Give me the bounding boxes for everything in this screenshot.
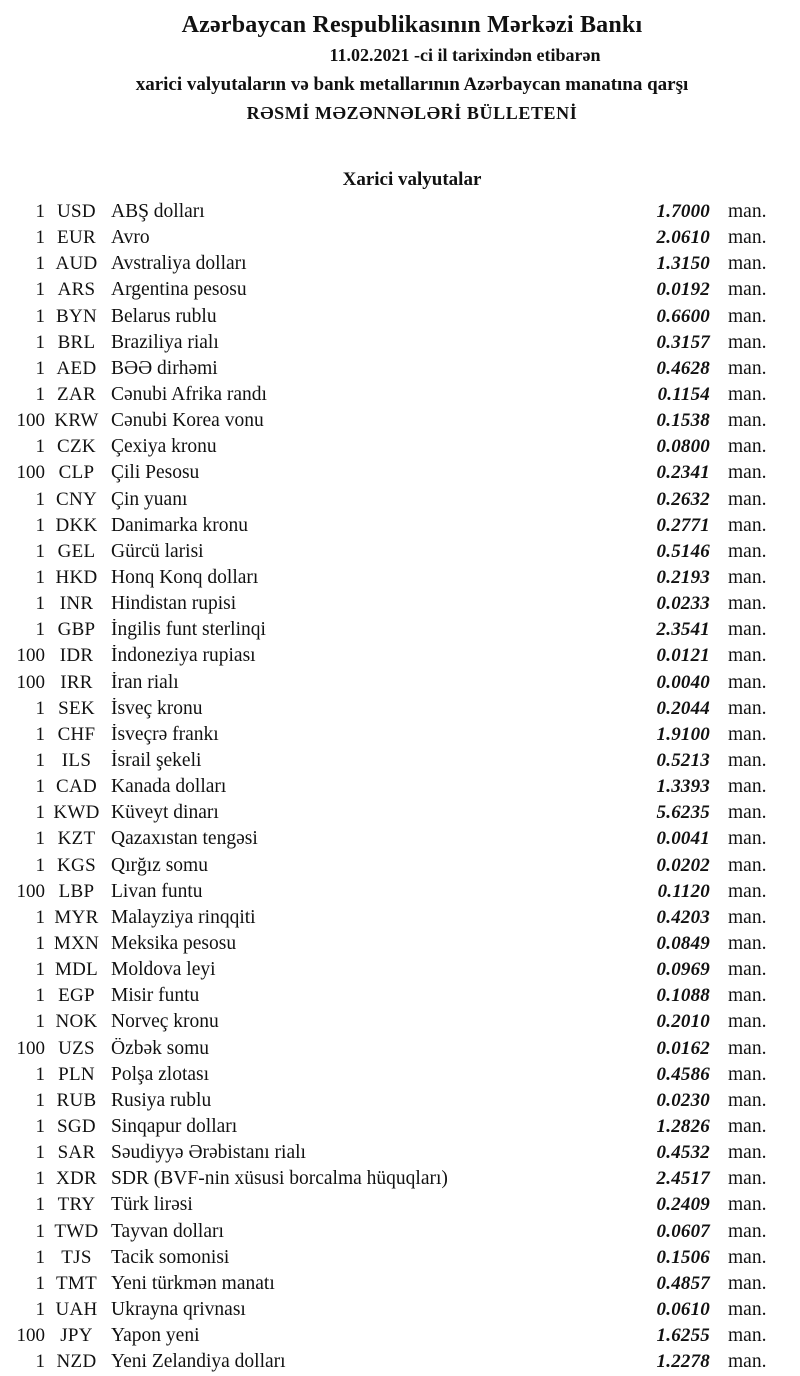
- rate-value: 0.1154: [657, 384, 710, 406]
- rates-table: [0, 199, 800, 1375]
- currency-name: Honq Konq dolları: [111, 567, 259, 589]
- rate-value: 0.4532: [656, 1142, 710, 1164]
- currency-code: TRY: [57, 1194, 96, 1216]
- rate-value: 0.2193: [656, 567, 710, 589]
- rate-row: [0, 748, 800, 774]
- rate-row: [0, 434, 800, 460]
- unit-label: man.: [728, 906, 767, 928]
- unit-label: man.: [728, 959, 767, 981]
- rate-value: 0.2044: [656, 697, 710, 719]
- currency-name: İngilis funt sterlinqi: [111, 619, 266, 641]
- unit-label: man.: [728, 410, 767, 432]
- currency-code: GBP: [57, 619, 96, 641]
- rate-value: 0.0233: [656, 593, 710, 615]
- rate-row: [0, 905, 800, 931]
- rate-value: 0.0192: [656, 279, 710, 301]
- unit-label: man.: [728, 880, 767, 902]
- currency-quantity: 1: [35, 697, 45, 719]
- currency-name: ABŞ dolları: [111, 201, 205, 223]
- currency-code: EUR: [57, 227, 96, 249]
- section-title-foreign-currencies: Xarici valyutalar: [342, 169, 482, 190]
- rate-row: [0, 277, 800, 303]
- currency-name: Yeni Zelandiya dolları: [111, 1351, 286, 1373]
- currency-quantity: 1: [35, 1194, 45, 1216]
- rate-value: 0.0121: [656, 645, 710, 667]
- rate-row: [0, 1271, 800, 1297]
- rate-row: [0, 382, 800, 408]
- currency-code: AUD: [55, 253, 98, 275]
- unit-label: man.: [728, 1115, 767, 1137]
- rate-value: 0.1088: [656, 985, 710, 1007]
- unit-label: man.: [728, 933, 767, 954]
- currency-code: LBP: [58, 880, 95, 902]
- unit-label: man.: [728, 1325, 767, 1347]
- unit-label: man.: [728, 750, 767, 772]
- currency-quantity: 1: [35, 854, 45, 876]
- rate-value: 0.6600: [656, 305, 710, 327]
- unit-label: man.: [728, 985, 767, 1007]
- unit-label: man.: [728, 1298, 767, 1320]
- rate-value: 2.3541: [656, 619, 710, 641]
- currency-quantity: 1: [35, 1011, 45, 1033]
- unit-label: man.: [728, 697, 767, 719]
- currency-name: Səudiyyə Ərəbistanı rialı: [111, 1142, 306, 1164]
- currency-name: İndoneziya rupiası: [111, 645, 256, 667]
- unit-label: man.: [728, 1168, 767, 1190]
- rate-row: [0, 1349, 800, 1375]
- currency-name: Norveç kronu: [111, 1011, 219, 1033]
- unit-label: man.: [728, 1142, 767, 1164]
- currency-name: Qazaxıstan tengəsi: [111, 828, 258, 850]
- rate-row: [0, 1297, 800, 1323]
- currency-quantity: 1: [35, 305, 45, 327]
- unit-label: man.: [728, 1220, 767, 1242]
- rate-value: 0.0607: [656, 1220, 710, 1242]
- currency-name: Çin yuanı: [111, 488, 188, 510]
- currency-quantity: 100: [16, 645, 45, 667]
- currency-name: Özbək somu: [111, 1037, 210, 1059]
- currency-quantity: 1: [35, 1272, 45, 1294]
- currency-name: Küveyt dinarı: [111, 802, 219, 824]
- currency-code: RUB: [56, 1089, 97, 1111]
- unit-label: man.: [728, 567, 767, 589]
- rate-value: 0.0040: [656, 671, 710, 693]
- rate-row: [0, 696, 800, 722]
- rate-value: 1.3393: [656, 776, 710, 798]
- rate-value: 1.2278: [656, 1351, 710, 1373]
- rate-row: [0, 199, 800, 225]
- currency-code: MXN: [53, 933, 100, 954]
- currency-quantity: 1: [35, 1063, 45, 1085]
- currency-quantity: 1: [35, 906, 45, 928]
- currency-quantity: 1: [35, 723, 45, 745]
- currency-name: Cənubi Afrika randı: [111, 384, 267, 406]
- currency-quantity: 1: [35, 1115, 45, 1137]
- currency-quantity: 1: [35, 776, 45, 798]
- rate-row: [0, 565, 800, 591]
- currency-quantity: 1: [35, 201, 45, 223]
- currency-name: Çexiya kronu: [111, 436, 217, 458]
- currency-code: KWD: [53, 802, 100, 824]
- rate-value: 0.0162: [656, 1037, 710, 1059]
- rate-row: [0, 670, 800, 696]
- rate-value: 0.5213: [656, 750, 710, 772]
- currency-name: Polşa zlotası: [111, 1063, 210, 1085]
- rate-value: 0.2010: [656, 1011, 710, 1033]
- scope-line: xarici valyutaların və bank metallarının Azərbaycan manatına qarşı: [135, 74, 689, 95]
- currency-code: EGP: [58, 985, 95, 1007]
- currency-name: Misir funtu: [111, 985, 200, 1007]
- rate-value: 1.9100: [656, 723, 710, 745]
- currency-code: PLN: [58, 1063, 95, 1085]
- currency-code: GEL: [57, 540, 96, 562]
- currency-code: MDL: [54, 959, 99, 981]
- currency-code: TMT: [55, 1272, 97, 1294]
- currency-code: ARS: [57, 279, 96, 301]
- currency-name: Belarus rublu: [111, 305, 217, 327]
- unit-label: man.: [728, 1089, 767, 1111]
- rate-row: [0, 539, 800, 565]
- rate-row: [0, 722, 800, 748]
- rate-row: [0, 1062, 800, 1088]
- currency-name: Tacik somonisi: [111, 1246, 230, 1268]
- currency-name: SDR (BVF-nin xüsusi borcalma hüquqları): [111, 1168, 448, 1190]
- bank-title: Azərbaycan Respublikasının Mərkəzi Bankı: [181, 12, 643, 38]
- rate-row: [0, 800, 800, 826]
- currency-code: CNY: [55, 488, 97, 510]
- currency-code: JPY: [60, 1325, 93, 1347]
- rate-value: 0.0800: [656, 436, 710, 458]
- currency-name: Malayziya rinqqiti: [111, 906, 256, 928]
- currency-code: CLP: [58, 462, 95, 484]
- rate-row: [0, 1323, 800, 1349]
- rate-row: [0, 251, 800, 277]
- currency-name: Cənubi Korea vonu: [111, 410, 264, 432]
- rate-value: 1.6255: [656, 1325, 710, 1347]
- currency-quantity: 1: [35, 985, 45, 1007]
- currency-quantity: 1: [35, 1246, 45, 1268]
- unit-label: man.: [728, 279, 767, 301]
- currency-name: Avro: [111, 227, 150, 249]
- currency-code: CHF: [57, 723, 96, 745]
- currency-quantity: 1: [35, 1142, 45, 1164]
- currency-name: İsrail şekeli: [111, 750, 202, 772]
- rate-value: 0.4203: [656, 906, 710, 928]
- currency-name: Rusiya rublu: [111, 1089, 212, 1111]
- unit-label: man.: [728, 436, 767, 458]
- rate-row: [0, 853, 800, 879]
- currency-code: USD: [57, 201, 96, 223]
- currency-quantity: 1: [35, 436, 45, 458]
- currency-name: Gürcü larisi: [111, 540, 204, 562]
- currency-quantity: 100: [16, 1037, 45, 1059]
- rate-row: [0, 304, 800, 330]
- currency-name: Avstraliya dolları: [111, 253, 247, 275]
- currency-code: SEK: [58, 697, 95, 719]
- rate-row: [0, 1114, 800, 1140]
- rate-row: [0, 1192, 800, 1218]
- unit-label: man.: [728, 357, 767, 379]
- rate-value: 2.4517: [656, 1168, 710, 1190]
- unit-label: man.: [728, 1351, 767, 1373]
- currency-quantity: 1: [35, 959, 45, 981]
- currency-name: Kanada dolları: [111, 776, 227, 798]
- currency-name: BƏƏ dirhəmi: [111, 357, 218, 379]
- rate-value: 1.3150: [656, 253, 710, 275]
- currency-quantity: 1: [35, 1220, 45, 1242]
- rate-row: [0, 879, 800, 905]
- rate-value: 0.1538: [656, 410, 710, 432]
- unit-label: man.: [728, 619, 767, 641]
- rate-row: [0, 1140, 800, 1166]
- rate-value: 0.2409: [656, 1194, 710, 1216]
- currency-name: Argentina pesosu: [111, 279, 247, 301]
- unit-label: man.: [728, 723, 767, 745]
- currency-name: Braziliya rialı: [111, 331, 219, 353]
- rate-value: 0.0969: [656, 959, 710, 981]
- currency-name: İran rialı: [111, 671, 179, 693]
- unit-label: man.: [728, 828, 767, 850]
- rate-row: [0, 826, 800, 852]
- rate-row: [0, 957, 800, 983]
- currency-code: SGD: [57, 1115, 96, 1137]
- unit-label: man.: [728, 227, 767, 249]
- unit-label: man.: [728, 331, 767, 353]
- unit-label: man.: [728, 1272, 767, 1294]
- currency-quantity: 1: [35, 1351, 45, 1373]
- currency-quantity: 1: [35, 488, 45, 510]
- rate-value: 0.0849: [656, 933, 710, 954]
- currency-code: ZAR: [57, 384, 96, 406]
- rate-value: 0.3157: [656, 331, 710, 353]
- currency-code: UAH: [55, 1298, 98, 1320]
- rate-value: 0.4857: [656, 1272, 710, 1294]
- currency-quantity: 1: [35, 279, 45, 301]
- currency-name: Yapon yeni: [111, 1325, 200, 1347]
- rate-value: 0.2771: [656, 514, 710, 536]
- unit-label: man.: [728, 593, 767, 615]
- rate-row: [0, 1036, 800, 1062]
- currency-code: KZT: [57, 828, 96, 850]
- currency-code: IDR: [59, 645, 94, 667]
- unit-label: man.: [728, 802, 767, 824]
- unit-label: man.: [728, 776, 767, 798]
- unit-label: man.: [728, 1011, 767, 1033]
- rate-value: 5.6235: [656, 802, 710, 824]
- currency-quantity: 1: [35, 331, 45, 353]
- currency-name: Ukrayna qrivnası: [111, 1298, 246, 1320]
- rate-value: 0.2341: [656, 462, 710, 484]
- currency-quantity: 1: [35, 384, 45, 406]
- currency-name: Qırğız somu: [111, 854, 208, 876]
- rate-row: [0, 356, 800, 382]
- unit-label: man.: [728, 671, 767, 693]
- bulletin-header: [24, 0, 800, 127]
- currency-name: Meksika pesosu: [111, 933, 237, 954]
- currency-code: MYR: [54, 906, 99, 928]
- currency-name: İsveç kronu: [111, 697, 203, 719]
- currency-quantity: 1: [35, 253, 45, 275]
- currency-code: AED: [56, 357, 97, 379]
- rate-value: 0.0041: [656, 828, 710, 850]
- rate-row: [0, 1245, 800, 1271]
- unit-label: man.: [728, 201, 767, 223]
- currency-quantity: 1: [35, 1298, 45, 1320]
- unit-label: man.: [728, 514, 767, 536]
- unit-label: man.: [728, 1246, 767, 1268]
- bulletin-title: RƏSMİ MƏZƏNNƏLƏRİ BÜLLETENİ: [246, 103, 578, 123]
- currency-code: DKK: [55, 514, 98, 536]
- rate-row: [0, 1088, 800, 1114]
- rate-row: [0, 643, 800, 669]
- currency-code: BRL: [57, 331, 96, 353]
- currency-name: Moldova leyi: [111, 959, 216, 981]
- unit-label: man.: [728, 384, 767, 406]
- rate-value: 0.1120: [657, 880, 710, 902]
- rate-row: [0, 513, 800, 539]
- currency-code: NZD: [56, 1351, 97, 1373]
- rate-row: [0, 1166, 800, 1192]
- currency-code: CZK: [57, 436, 96, 458]
- rate-row: [0, 225, 800, 251]
- currency-quantity: 1: [35, 567, 45, 589]
- currency-code: KGS: [57, 854, 96, 876]
- rate-value: 0.4628: [656, 357, 710, 379]
- currency-code: KRW: [54, 410, 99, 432]
- currency-name: Sinqapur dolları: [111, 1115, 238, 1137]
- unit-label: man.: [728, 253, 767, 275]
- unit-label: man.: [728, 540, 767, 562]
- rate-row: [0, 617, 800, 643]
- currency-name: Danimarka kronu: [111, 514, 248, 536]
- unit-label: man.: [728, 462, 767, 484]
- currency-code: NOK: [55, 1011, 98, 1033]
- currency-quantity: 1: [35, 357, 45, 379]
- currency-code: XDR: [55, 1168, 97, 1190]
- currency-quantity: 1: [35, 227, 45, 249]
- currency-code: BYN: [55, 305, 97, 327]
- rate-value: 0.0202: [656, 854, 710, 876]
- currency-quantity: 1: [35, 514, 45, 536]
- currency-name: Çili Pesosu: [111, 462, 200, 484]
- unit-label: man.: [728, 1063, 767, 1085]
- rate-value: 0.5146: [656, 540, 710, 562]
- rate-value: 0.0230: [656, 1089, 710, 1111]
- currency-code: ILS: [61, 750, 92, 772]
- rate-row: [0, 460, 800, 486]
- currency-quantity: 1: [35, 1089, 45, 1111]
- rate-row: [0, 591, 800, 617]
- currency-name: Hindistan rupisi: [111, 593, 237, 615]
- currency-quantity: 1: [35, 540, 45, 562]
- currency-quantity: 100: [16, 410, 45, 432]
- currency-name: Yeni türkmən manatı: [111, 1272, 275, 1294]
- currency-name: İsveçrə frankı: [111, 723, 219, 745]
- currency-quantity: 1: [35, 593, 45, 615]
- rate-row: [0, 931, 800, 957]
- unit-label: man.: [728, 1194, 767, 1216]
- currency-quantity: 1: [35, 933, 45, 954]
- currency-code: INR: [59, 593, 94, 615]
- rate-value: 1.2826: [656, 1115, 710, 1137]
- unit-label: man.: [728, 305, 767, 327]
- rate-row: [0, 1218, 800, 1244]
- unit-label: man.: [728, 488, 767, 510]
- rate-value: 0.1506: [656, 1246, 710, 1268]
- currency-code: SAR: [57, 1142, 96, 1164]
- currency-code: TJS: [61, 1246, 92, 1268]
- currency-code: UZS: [58, 1037, 95, 1059]
- currency-quantity: 100: [16, 880, 45, 902]
- rate-value: 1.7000: [656, 201, 710, 223]
- rate-row: [0, 774, 800, 800]
- rate-row: [0, 1009, 800, 1035]
- currency-code: HKD: [55, 567, 98, 589]
- currency-code: CAD: [55, 776, 97, 798]
- currency-code: IRR: [60, 671, 93, 693]
- currency-quantity: 1: [35, 750, 45, 772]
- rate-value: 0.0610: [656, 1298, 710, 1320]
- rate-row: [0, 487, 800, 513]
- unit-label: man.: [728, 1037, 767, 1059]
- rate-row: [0, 983, 800, 1009]
- currency-quantity: 100: [16, 1325, 45, 1347]
- currency-quantity: 1: [35, 828, 45, 850]
- currency-quantity: 1: [35, 619, 45, 641]
- currency-name: Türk lirəsi: [111, 1194, 193, 1216]
- rate-value: 2.0610: [656, 227, 710, 249]
- rate-row: [0, 408, 800, 434]
- currency-name: Livan funtu: [111, 880, 203, 902]
- currency-quantity: 1: [35, 802, 45, 824]
- rate-row: [0, 330, 800, 356]
- effective-date-line: 11.02.2021 -ci il tarixindən etibarən: [329, 45, 601, 65]
- unit-label: man.: [728, 854, 767, 876]
- unit-label: man.: [728, 645, 767, 667]
- rate-value: 0.4586: [656, 1063, 710, 1085]
- currency-code: TWD: [54, 1220, 99, 1242]
- currency-quantity: 1: [35, 1168, 45, 1190]
- rate-value: 0.2632: [656, 488, 710, 510]
- currency-quantity: 100: [16, 671, 45, 693]
- currency-quantity: 100: [16, 462, 45, 484]
- currency-name: Tayvan dolları: [111, 1220, 224, 1242]
